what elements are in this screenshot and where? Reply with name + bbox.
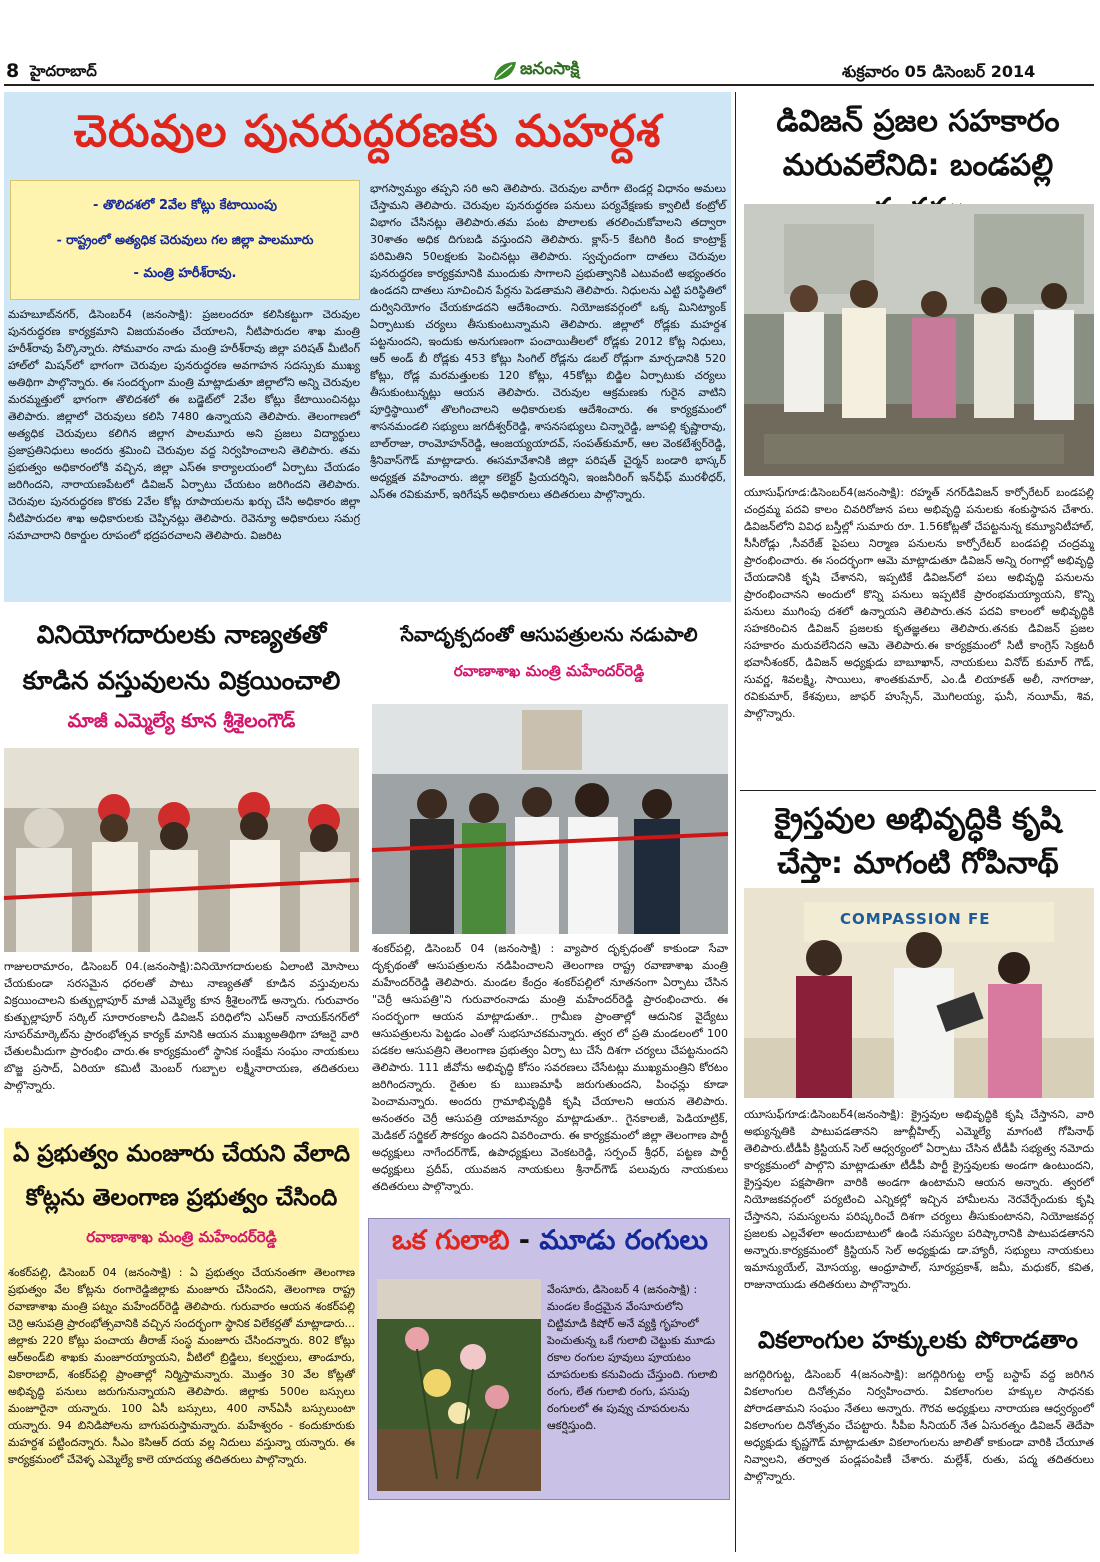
- highlight-item: - మంత్రి హరీశ్‌రావు.: [133, 266, 237, 281]
- funds-headline: ఏ ప్రభుత్వం మంజూరు చేయని వేలాది కోట్లను తెలంగాణ ప్రభుత్వం చేసింది: [12, 1141, 351, 1211]
- hospital-body: శంకర్‌పల్లి, డిసెంబర్ 04 (జనంసాక్షి) : వ్యాపార దృక్పధంతో కాకుండా సేవా దృక్పథంతో ఆసుపత్రులను నడిపించాలని తెలంగాణ రాష్ట్ర రవాణాశాఖ మంత్రి మహేందర్‌రెడ్డి తెలిపారు. మండల కేంద్రం శంకర్‌పల్లిలో నూతనంగా ఏర్పాటు చేసిన "చెర్రీ ఆసుపత్రి"ని గురువారంనాడు మంత్రి మహేందర్‌రెడ్డి ప్రారంభించారు. ఈ సందర్భంగా ఆయన మాట్లాడుతూ.. గ్రామీణ ప్రాంతాల్లో ఆదునిక వైద్యేటు ఆసుపత్రులను పెట్టడం ఎంతో సుభసూచకమన్నారు. త్వర లో ప్రతి మండలంలో 100 పడకల ఆసుపత్రిని తెలంగాణ ప్రభుత్వం ఏర్పా టు చేసే దిశగా చర్యలు చేపట్టనుందని తెలిపారు. 111 జీవోను అభివృద్ధి కోసం సవరణలు చేసేటట్లు ముఖ్యమంత్రిని కోరటం జరిగిందన్నారు. రైతుల కు ఋణమాఫీ జరుగుతుందని, పింఛన్లు కూడా పెంచామన్నారు. అందరు గ్రామాభివృద్ధికి కృషి చేయాలని ఆయన తెలిపారు. అనంతరం చెర్రీ ఆసుపత్రి యాజమాన్యం మాట్లాడుతూ.. గైనకాలజీ, పెడియాట్రిక్, మెడికల్ సర్జికల్ సౌకర్యం ఉందని వివరించారు. ఈ కార్యక్రమంలో జిల్లా తెలంగాణ పార్టీ అధ్యక్షులు నాగేందర్‌గౌడ్, ఉపాధ్యక్షులు వెంకటరెడ్డి, సర్పంచ్ శ్రీధర్, పట్టణ పార్టీ అధ్యక్షులు ప్రదీప్, యువజన నాయకులు శ్రీనాద్‌గౌడ్ పలువురు నాయకులు తదితరులు పాల్గొన్నారు.: [372, 942, 728, 1193]
- hospital-headline: సేవాదృక్పదంతో ఆసుపత్రులను నడుపాలి: [400, 624, 698, 646]
- right-story-2-body: యూసుఫ్‌గూడ:డిసెంబర్4(జనంసాక్షి): క్రైస్తవుల అభివృద్ధికి కృషి చేస్తానని, వారి అభ్యున్నతికి పాటుపడతానని జూబ్లీహిల్స్ ఎమ్మెల్యే మాగంటి గోపినాథ్ తెలిపారు.టీడీపీ క్రిస్టియన్ సెల్ ఆధ్వర్యంలో ఏర్పాటు చేసిన టీడీపీ సభ్యత్వ నమోదు కార్యక్రమంలో పాల్గొని మాట్లాడుతూ టీడీపీ పార్టీ క్రైస్తవులకు అండగా ఉంటుందని, క్రైస్తవుల పక్షపాతిగా వారికి అండగా ఉంటామని ఆయన అన్నారు. త్వరలో నియోజకవర్గంలో పర్యటించి ఎన్నికల్లో ఇచ్చిన హామీలను నెరవేర్చేందుకు కృషి చేస్తానని, సమస్యలను పరిష్కరించే దిశగా చర్యలు తీసుకుంటానని, నియోజకవర్గ ప్రజలకు ఎల్లవేళలా అందుబాటులో ఉండి సమస్యల పరిష్కారానికి పాటుపడతానని అన్నారు.కార్యక్రమంలో క్రిస్టియన్ సెల్ అధ్యక్షుడు డా.హ్యారీ, సభ్యులు నాయకులు ఇమాన్యుయేల్, మోసయ్య, ఆంధ్రూపాల్, సూర్యప్రకాశ్, జమీ, మధుకర్, కవిత, రాజునాయుడు తదితరులు పాల్గొన్నారు.: [744, 1108, 1094, 1291]
- story-rule: [740, 790, 1096, 791]
- page-number: 8: [6, 60, 20, 82]
- highlight-item: - తొలిదశలో 2వేల కోట్లు కేటాయింపు: [93, 198, 277, 213]
- right-story-2-headline: క్రైస్తవుల అభివృద్ధికి కృషి చేస్తా: మాగంటి గోపినాథ్: [774, 802, 1062, 881]
- hospital-photo: [372, 704, 728, 934]
- supermarket-photo: [4, 748, 359, 952]
- masthead-rule: [4, 84, 1094, 86]
- masthead: [0, 0, 1100, 90]
- right-story-3-body: జగద్గిరిగుట్ట, డిసెంబర్ 4(జనంసాక్షి): జగద్గిరిగుట్ట లాస్ట్ బస్టాప్ వద్ద జరిగిన వికలాంగుల దినోత్సవం నిర్వహించారు. వికలాంగుల హక్కుల సాధనకు పోరాడతామని సంఘం నేతలు అన్నారు. గౌరవ అధ్యక్షులు నారాయణ ఆధ్వర్యంలో వికలాంగుల దినోత్సవం చేపట్టారు. సీపీఐ సీనియర్ నేత ఏసురత్నం డివిజన్ తెదేపా అధ్యక్షుడు కృష్ణగౌడ్ మాట్లాడుతూ వికలాంగులను జాలితో కాకుండా వారికి చేయూత నివ్వాలని, తర్వాత పండ్లపంపిణీ చేశారు. మల్లేశ్, రుతు, పద్మ తదితరులు పాల్గొన్నారు.: [744, 1368, 1094, 1483]
- lead-body-col2: భాగస్వామ్యం తప్పని సరి అని తెలిపారు. చెరువుల వారీగా టెండర్ల విధానం అమలు చేస్తామని తెలిపారు. చెరువుల పునరుద్ధరణ పనులు పర్యవేక్షణకు క్వాలిటీ కంట్రోల్ విభాగం చేసినట్లు తెలిపారు.తమ పంట పొలాలకు తరలించుకోవాలని తద్వారా 30శాతం అధిక దిగుబడి వస్తుందని తెలిపారు. క్లాస్-5 కేటగిరి కింద కాంట్రాక్ట్ పరిమితిని 50లక్షలకు పెంచినట్లు తెలిపారు. స్వచ్ఛందంగా దాతలు చెరువుల పునరుద్ధరణ కార్యక్రమానికి ముందుకు సాగాలని ప్రభుత్వానికి ఎటువంటి అభ్యంతరం ఉండదని దాతలు సూచించిన పేర్లను పెడతామని తెలిపారు. నిధులను ఎట్టి పరిస్థితిలో దుర్వినియోగం చేయకూడదని ఆదేశించారు. నియోజకవర్గంలో ఒక్క మినిట్యాంక్ ఏర్పాటుకు చర్యలు తీసుకుంటున్నామని తెలిపారు. జిల్లాలో రోడ్లకు మహర్దశ పట్టనుందని, ఇందుకు అనుగుణంగా పంచాయితీలలో రోడ్లకు 2012 కోట్ల నిధులు, ఆర్ అండ్ బీ రోడ్లకు 453 కోట్లు సింగిల్ రోడ్లను డబల్ రోడ్లుగా మార్చడానికి 520 కోట్లు, రోడ్ల మరమత్తులకు 120 కోట్లు, 45కోట్లు బిడ్జిల ఏర్పాటుకు చర్యలు తీసుకుంటున్నట్లు ఆయన తెలిపారు. చెరువుల ఆక్రమణకు గురైన వాటిని పూర్తిస్థాయిలో తొలగించాలని అధికారులకు ఆదేశించారు. ఈ కార్యక్రమంలో శాసనమండలి సభ్యులు జగదీశ్వర్‌రెడ్డి, శాసనసభ్యులు చిన్నారెడ్డి, జూపల్లి కృష్ణారావు, బాల్‌రాజు, రాంమోహన్‌రెడ్డి, ఆంజయ్యయాదవ్, సంపత్‌కుమార్, ఆల వెంకటేశ్వర్‌రెడ్డి, శ్రీనివాస్‌గౌడ్ మాట్లాడారు. ఈసమావేశానికి జిల్లా పరిషత్ చైర్మన్ బండారి భాస్కర్ అధ్యక్షత వహించారు. జిల్లా కలెక్టర్ ప్రియదర్శిని, ఇంజనీరింగ్ ఇన్‌ఛీఫ్ మురళీధర్, ఎస్‌ఈ రవికుమార్, ఇరిగేషన్ అధికారులు తదితరులు పాల్గొన్నారు.: [370, 182, 726, 501]
- photo-banner-text: COMPASSION FE: [840, 910, 991, 928]
- right-story-3: [740, 1318, 1096, 1554]
- quality-story: [4, 612, 359, 1122]
- logo: [492, 56, 620, 86]
- gopinath-photo: [744, 888, 1094, 1098]
- right-story-1-headline: డివిజన్ ప్రజల సహకారం మరువలేనిది: బండపల్లి: [776, 104, 1060, 183]
- funds-subhead: రవాణాశాఖ మంత్రి మహేందర్‌రెడ్డి: [86, 1228, 277, 1246]
- corporator-photo: [744, 204, 1094, 476]
- rose-story: [368, 1218, 730, 1500]
- lead-headline: చెరువుల పునరుద్దరణకు మహర్దశ: [73, 106, 662, 157]
- column-divider: [735, 92, 736, 1552]
- right-story-2: [740, 790, 1096, 1310]
- rose-headline-part2: మూడు రంగులు: [539, 1225, 708, 1256]
- right-story-3-headline: వికలాంగుల హక్కులకు పోరాడతాం: [758, 1326, 1078, 1354]
- logo-text: జనంసాక్షి: [520, 59, 580, 79]
- quality-body: గాజులరామారం, డిసెంబర్ 04.(జనంసాక్షి):వినియోగదారులకు ఏలాంటి మోసాలు చేయకుండా సరసమైన ధరలతో పాటు నాణ్యతతో కూడిన వస్తువులను విక్రయించాలని కుత్బుల్లాపూర్ మాజీ ఎమ్మెల్యే కూన శ్రీశైలంగౌడ్ అన్నారు. గురువారం కుత్బుల్లాపూర్ సర్కిల్ సూరారంకాలనీ డివిజన్ పరిధిలోని ఎస్‌ఆర్ నాయక్‌నగర్‌లో సూపర్‌మార్కెట్‌ను ప్రారంభోత్సవ కార్యక్ మానికి ఆయన ముఖ్యఅతిథిగా హాజరై వారి చేతులమీదుగా ప్రారంభిం చారు.ఈ కార్యక్రమంలో స్థానిక సంక్షేమ సంఘం నాయకులు బొజ్జ ప్రసాద్, ఏరియా కమిటీ మెంబర్ గుబ్బాల లక్ష్మీనారాయణ, తదితరులు పాల్గొన్నారు.: [4, 960, 359, 1092]
- funds-body: శంకర్‌పల్లి, డిసెంబర్ 04 (జనంసాక్షి) : ఏ ప్రభుత్వం చేయనంతగా తెలంగాణ ప్రభుత్వం వేల కోట్లను రంగారెడ్డిజిల్లాకు మంజూరు చేసిందని, తెలంగాణ రాష్ట్ర రవాణాశాఖ మంత్రి పట్నం మహేందర్‌రెడ్డి తెలిపారు. గురువారం ఆయన శంకర్‌పల్లి చెర్రి ఆసుపత్రి ప్రారంభోత్సవానికి వచ్చిన సందర్భంగా స్థానిక విలేకర్లతో మాట్లాడారు... జిల్లాకు 220 కోట్లు పంచాయ తీరాజ్ సంస్థ మంజూరు చేసిందన్నారు. 802 కోట్లు ఆర్‌అండ్‌బి శాఖకు మంజూరయ్యాయని, వీటిలో బ్రిడ్జిలు, కల్వర్టులు, తాండూరు, వికారాబాద్, శంకర్‌పల్లి ప్రాంతాల్లో నిర్మిస్తామన్నారు. మొత్తం 30 వేల కోట్లతో అభివృద్ధి పనులు జరుగునున్నాయని తెలిపారు. జిల్లాకు 500ల బస్సులు మంజూరైనా యన్నారు. 100 ఏసీ బస్సులు, 400 నాన్‌ఏసీ బస్సులుంటా యన్నారు. 94 బినిడిపోలను బాగుపరుస్తామన్నారు. మహేశ్వరం - కందుకూరుకు మహర్దశ పట్టిందన్నారు. సీఎం కెసిఆర్ దయ వల్ల నిదులు వస్తున్నా యన్నారు. ఈ కార్యక్రమంలో చేవెళ్ళ ఎమ్మెల్యే కాలె యాదయ్య తదితరులు పాల్గొన్నారు.: [8, 1266, 355, 1466]
- right-story-1: [740, 92, 1096, 792]
- lead-story: [4, 92, 731, 602]
- leaf-icon: [492, 60, 518, 82]
- issue-date: శుక్రవారం 05 డిసెంబర్ 2014: [842, 62, 1036, 81]
- rose-body: వేంసూరు, డిసెంబర్ 4 (జనంసాక్షి) : మండల కేంద్రమైన వేంసూరులోని చిట్టిమాడి కిషోర్ అనే వ్యక్తి గృహంలో పెంచుతున్న ఒకే గులాబి చెట్టుకు మూడు రకాల రంగుల పూవులు పూయటం చూపరులకు కనువిందు చేస్తుంది. గులాబి రంగు, లేత గులాబి రంగు, పసుపు రంగులలో ఈ పువ్వు చూపరులను ఆకర్షిస్తుంది.: [547, 1283, 718, 1432]
- highlights-box: [10, 180, 360, 300]
- right-story-1-body: యూసుఫ్‌గూడ:డిసెంబర్4(జనంసాక్షి): రహ్మత్ నగర్‌డివిజన్ కార్పోరేటర్ బండపల్లి చంద్రమ్మ పదవి కాలం చివరిరోజున పలు అభివృద్ధి పనులకు శంకుస్థాపన చేశారు. డివిజన్‌లోని వివిధ బస్తీల్లో సుమారు రూ. 1.56కోట్లతో చేపట్టనున్న కమ్యూనిటీహాల్, సీసీరోడ్లు ,సీవరేజ్ పైపలు నిర్మాణ పనులను కార్పోరేటర్ బండపల్లి చంద్రమ్మ ప్రారంభించారు. ఈ సందర్భంగా ఆమె మాట్లాడుతూ డివిజన్ అన్ని రంగాల్లో అభివృద్ధి చేయడానికి కృషి చేశానని, ఇప్పటికే డివిజన్‌లో పలు అభివృద్ధి పనులను ప్రారంభించానని అందులో కొన్ని పనులు ఇప్పటికే ప్రారంభమయ్యాయని, కొన్ని పనులు ముగింపు దశలో ఉన్నాయని తెలిపారు.తన పదవి కాలంలో అభివృద్ధికి సహకరించిన డివిజన్ ప్రజలకు కృతజ్ఞతలు తెలిపారు.తనకు డివిజన్ ప్రజల సహకారం మరువలేనిదని ఆమె తెలిపారు.ఈ కార్యక్రమంలో సిటీ కాంగ్రెస్ సెక్రటరీ భవానీశంకర్, డివిజన్ అధ్యక్షుడు బాబూఖాన్, నాయకులు వినోద్ కుమార్ గౌడ్, సువర్ణ, శివలక్ష్మి, సాయిలు, శాంతకుమార్, ఎం.డీ లియాకత్ అలీ, నాగరాజు, రవికుమార్, కేశవులు, జాఫర్ హుస్సేన్, మొగిలయ్య, ఘనీ, నయీమ్, శివ, పాల్గొన్నారు.: [744, 486, 1094, 720]
- city-label: హైదరాబాద్: [30, 62, 97, 80]
- rose-photo: [377, 1279, 541, 1491]
- quality-subhead: మాజీ ఎమ్మెల్యే కూన శ్రీశైలంగౌడ్: [67, 710, 296, 732]
- rose-headline: [369, 1225, 731, 1263]
- rose-headline-dash: -: [509, 1225, 540, 1256]
- rose-headline-part1: ఒక గులాబి: [391, 1225, 510, 1256]
- highlight-item: - రాష్ట్రంలో అత్యధిక చెరువులు గల జిల్లా పాలమూరు: [56, 232, 314, 247]
- lead-body-col1: మహబూబ్‌నగర్, డిసెంబర్4 (జనంసాక్షి): ప్రజలందరూ కలిసికట్టుగా చెరువుల పునరుద్ధరణ కార్యక్రమాని విజయవంతం చేయాలని, నీటిపారుదల శాఖ మంత్రి హరీశ్‌రావు పేర్కొన్నారు. సోమవారం నాడు మంత్రి హరీశ్‌రావు జిల్లా పరిషత్ మీటింగ్ హాల్‌లో మిషన్‌లో భాగంగా చెరువుల పునరుద్ధరణ అవగాహన సదస్సుకు ముఖ్య అతిథిగా పాల్గొన్నారు. ఈ సందర్భంగా మంత్రి మాట్లాడుతూ జిల్లాలోని అన్ని చెరువుల మరమ్మత్తులో భాగంగా తొలిదశలో ఈ బడ్జెట్‌లో 2వేల కోట్లు కేటాయించినట్లు తెలిపారు. జిల్లాలో చెరువులు కలిసి 7480 ఉన్నాయని తెలిపారు. తెలంగాణలో అత్యధిక చెరువులు కలిగిన జిల్లాగ పాలమూరు అని ప్రజలు విద్యార్థులు ప్రజాప్రతినిధులు అందరు శ్రమించి చెరువుల వద్ద నిర్వహించాలని తెలిపారు. తమ ప్రభుత్వం అధికారంలోకి వచ్చిన, జిల్లా ఎస్‌ఈ కార్యాలయంలో ఏర్పాటు చేయడం జరిగిందని, నారాయణపేటలో డివిజన్ ఏర్పాటు చేయటం జరిగిందని తెలిపారు. చెరువుల పునరుద్ధరణ కొరకు 2వేల కోట్ల రూపాయలను ఖర్చు చేసి అధికారం జిల్లా నీటిపారుదల శాఖ అధికారులకు చెప్పినట్లు తెలిపారు. రెవెన్యూ అధికారులు సమగ్ర సమాచారాని రికార్డుల రూపంలో భద్రపరచాలని తెలిపారు. విజరిట: [8, 308, 360, 542]
- funds-story: [4, 1128, 359, 1554]
- hospital-story: [368, 612, 730, 1193]
- hospital-subhead: రవాణాశాఖ మంత్రి మహేందర్‌రెడ్డి: [453, 662, 645, 680]
- quality-headline: వినియోగదారులకు నాణ్యతతో కూడిన వస్తువులను విక్రయించాలి: [22, 620, 341, 695]
